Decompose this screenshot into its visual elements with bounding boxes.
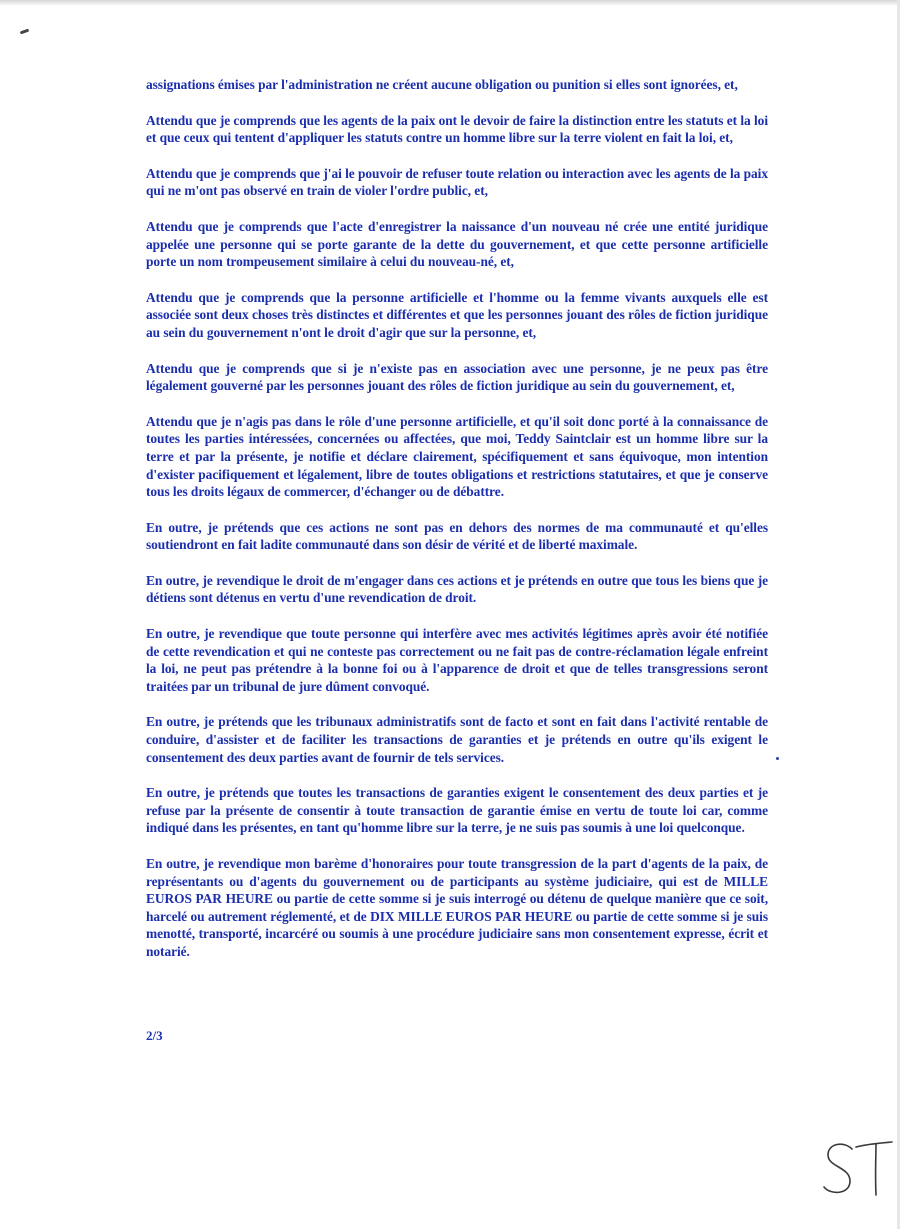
paragraph: Attendu que je comprends que les agents de la paix ont le devoir de faire la distinction entre les statuts et la loi et que ceux qui tentent d'appliquer les statuts contre un homme libre sur la terre violent en fait la loi, et, — [146, 112, 768, 146]
paragraph: Attendu que je comprends que l'acte d'enregistrer la naissance d'un nouveau né crée une entité juridique appelée une personne qui se porte garante de la dette du gouvernement, et que cette personne artificielle porte un nom trompeusement similaire à celui du nouveau-né, et, — [146, 218, 768, 270]
paragraph: En outre, je revendique que toute personne qui interfère avec mes activités légitimes après avoir été notifiée de cette revendication et qui ne conteste pas correctement ou ne fait pas de contre-réclamation légale enfreint la loi, ne peut pas prétendre à la bonne foi ou à l'apparence de droit et que de telles transgressions seront traitées par un tribunal de jure dûment convoqué. — [146, 626, 768, 694]
page-top-edge — [0, 0, 900, 6]
page-number: 2/3 — [146, 1028, 163, 1043]
paragraph: assignations émises par l'administration ne créent aucune obligation ou punition si elles sont ignorées, et, — [146, 77, 738, 92]
paragraph: En outre, je prétends que toutes les transactions de garanties exigent le consentement des deux parties et je refuse par la présente de consentir à toute transaction de garantie émise en vertu de toute loi car, comme indiqué dans les présentes, en tant qu'homme libre sur la terre, je ne suis pas soumis à une loi quelconque. — [146, 785, 768, 836]
paragraph: Attendu que je comprends que la personne artificielle et l'homme ou la femme vivants auxquels elle est associée sont deux choses très distinctes et différentes et que les personnes jouant des rôles de fiction juridique au sein du gouvernement n'ont le droit d'agir que sur la personne, et, — [146, 289, 768, 340]
paragraph: Attendu que je n'agis pas dans le rôle d'une personne artificielle, et qu'il soit donc porté à la connaissance de toutes les parties intéressées, concernées ou affectées, que moi, Teddy Saintclair est un homme libre sur la terre et par la présente, je notifie et déclare clairement, spécifiquement et sans équivoque, mon intention d'exister pacifiquement et légalement, libre de toutes obligations et restrictions statutaires, et que je conserve tous les droits légaux de commercer, d'échanger ou de débattre. — [146, 413, 768, 500]
handwritten-initials — [818, 1135, 900, 1205]
paragraph: Attendu que je comprends que j'ai le pouvoir de refuser toute relation ou interaction avec les agents de la paix qui ne m'ont pas observé en train de violer l'ordre public, et, — [146, 165, 768, 199]
paragraph: En outre, je revendique le droit de m'engager dans ces actions et je prétends en outre que tous les biens que je détiens sont détenus en vertu d'une revendication de droit. — [146, 572, 768, 606]
ink-dot — [776, 757, 779, 760]
document-body — [146, 76, 768, 979]
scan-speck — [20, 29, 29, 35]
paragraph: Attendu que je comprends que si je n'existe pas en association avec une personne, je ne peux pas être légalement gouverné par les personnes jouant des rôles de fiction juridique au sein du gouvernement, et, — [146, 360, 768, 394]
paragraph: En outre, je prétends que les tribunaux administratifs sont de facto et sont en fait dans l'activité rentable de conduire, d'assister et de faciliter les transactions de garanties et je prétends en outre qu'ils exigent le consentement des deux parties avant de fournir de tels services. — [146, 714, 768, 765]
paragraph: En outre, je prétends que ces actions ne sont pas en dehors des normes de ma communauté et qu'elles soutiendront en fait ladite communauté dans son désir de vérité et de liberté maximale. — [146, 519, 768, 553]
paragraph: En outre, je revendique mon barème d'honoraires pour toute transgression de la part d'agents de la paix, de représentants ou d'agents du gouvernement ou de participants au système judiciaire, qui est de MILLE EUROS PAR HEURE ou partie de cette somme si je suis interrogé ou détenu de quelque manière que ce soit, harcelé ou autrement réglementé, et de DIX MILLE EUROS PAR HEURE ou partie de cette somme si je suis menotté, transporté, incarcéré ou soumis à une procédure judiciaire sans mon consentement expresse, écrit et notarié. — [146, 856, 768, 959]
